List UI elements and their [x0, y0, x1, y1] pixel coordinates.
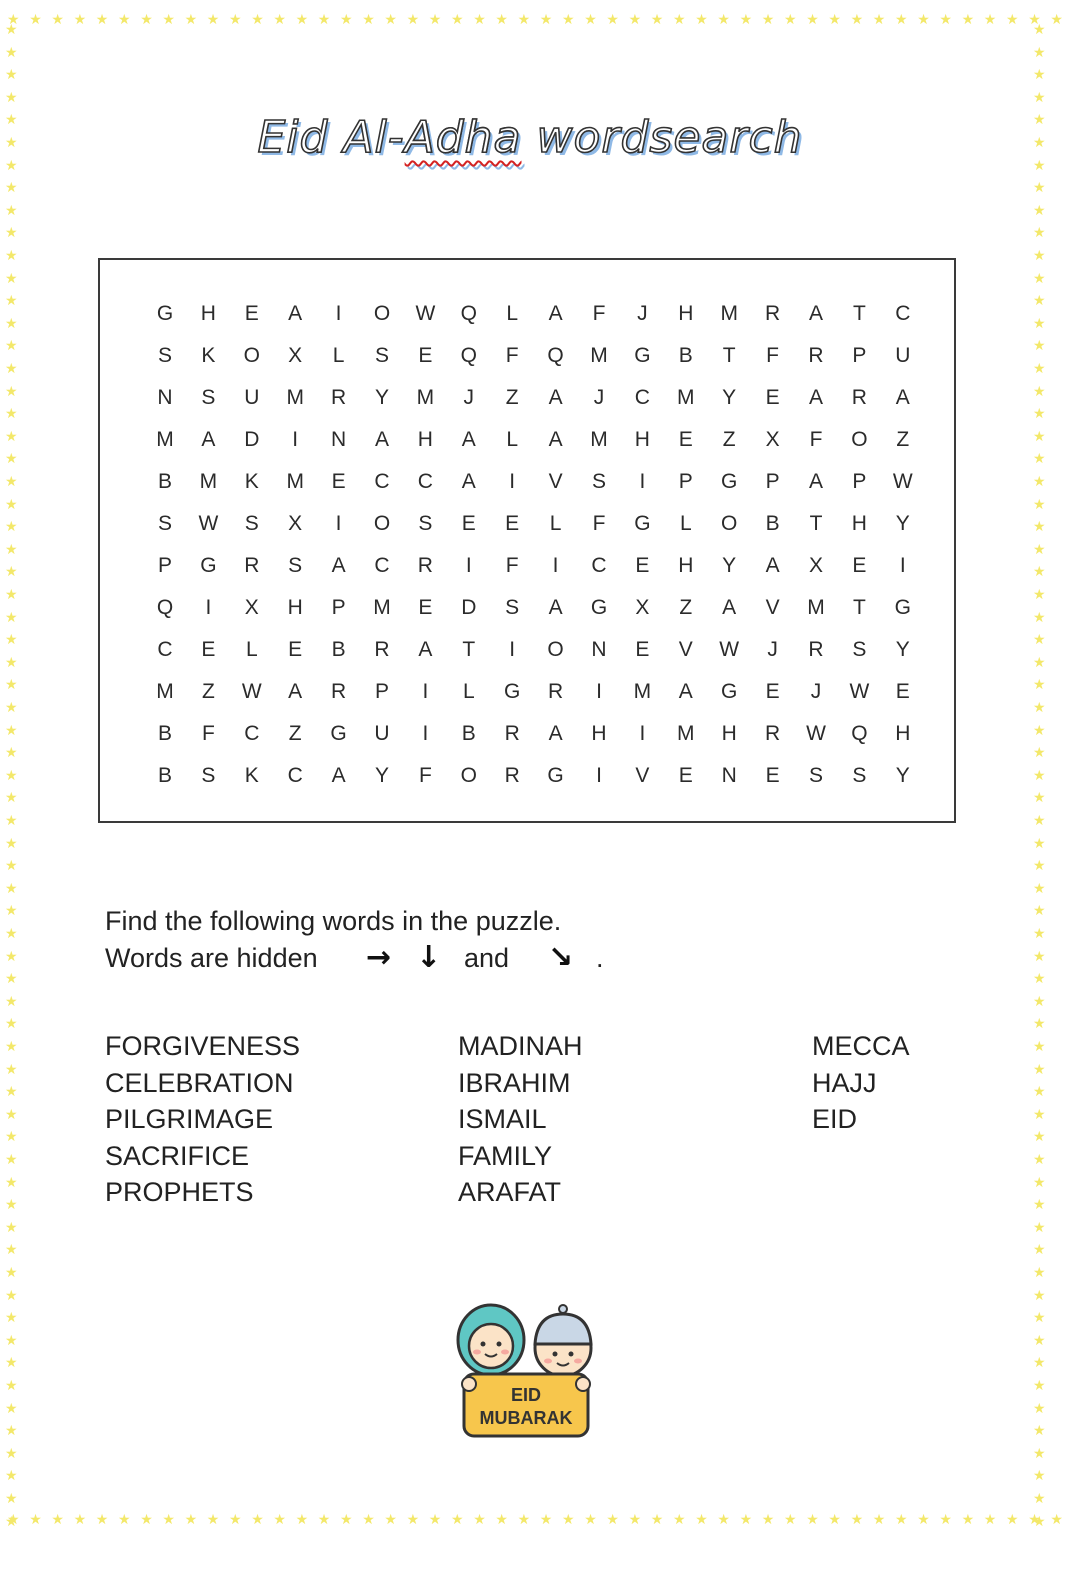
grid-letter: M: [677, 722, 695, 745]
grid-letter: O: [547, 638, 564, 661]
title-part-1: Eid Al-: [257, 112, 405, 163]
arrow-down-icon: ↓: [416, 940, 442, 975]
grid-letter: H: [417, 428, 433, 451]
grid-letter: T: [852, 302, 866, 325]
grid-letter: C: [591, 554, 607, 577]
word-item: MECCA: [812, 1031, 910, 1061]
grid-letter: R: [808, 638, 824, 661]
grid-letter: S: [852, 764, 867, 787]
grid-letter: B: [461, 722, 476, 745]
grid-letter: A: [548, 386, 563, 409]
grid-letter: D: [461, 596, 477, 619]
grid-letter: G: [504, 680, 521, 703]
grid-letter: E: [418, 344, 433, 367]
grid-letter: R: [417, 554, 433, 577]
grid-letter: E: [418, 596, 433, 619]
grid-letter: X: [288, 512, 303, 535]
grid-letter: S: [852, 638, 867, 661]
grid-letter: V: [765, 596, 780, 619]
grid-letter: F: [505, 554, 519, 577]
word-item: HAJJ: [812, 1067, 877, 1098]
grid-letter: D: [244, 428, 260, 451]
word-list-column-1: [105, 1028, 300, 1211]
grid-letter: Z: [679, 596, 693, 619]
grid-letter: E: [461, 512, 476, 535]
grid-letter: B: [157, 470, 172, 493]
arrow-down-right-icon: ↘: [548, 940, 574, 975]
grid-letter: P: [157, 554, 172, 577]
word-list-column-3: [812, 1028, 910, 1138]
grid-letter: E: [288, 638, 303, 661]
word-item: FORGIVENESS: [105, 1031, 301, 1061]
star-border-left: [4, 0, 24, 1583]
grid-letter: B: [765, 512, 780, 535]
grid-letter: J: [593, 386, 605, 409]
grid-letter: Z: [722, 428, 736, 451]
grid-letter: Q: [460, 344, 477, 367]
grid-letter: X: [765, 428, 780, 451]
grid-letter: N: [157, 386, 173, 409]
grid-letter: S: [201, 386, 216, 409]
grid-letter: H: [721, 722, 737, 745]
grid-letter: E: [678, 764, 693, 787]
grid-letter: X: [808, 554, 823, 577]
grid-letter: T: [852, 596, 866, 619]
grid-letter: K: [201, 344, 216, 367]
grid-letter: S: [157, 344, 172, 367]
grid-letter: I: [639, 722, 646, 745]
grid-letter: H: [287, 596, 303, 619]
grid-letter: E: [505, 512, 520, 535]
grid-letter: H: [678, 302, 694, 325]
grid-letter: C: [287, 764, 303, 787]
grid-letter: R: [548, 680, 564, 703]
grid-letter: R: [851, 386, 867, 409]
grid-letter: H: [591, 722, 607, 745]
grid-letter: R: [331, 386, 347, 409]
grid-letter: N: [591, 638, 607, 661]
grid-letter: W: [241, 680, 262, 703]
grid-letter: G: [156, 302, 174, 325]
grid-letter: A: [808, 386, 823, 409]
grid-letter: M: [156, 428, 174, 451]
grid-letter: G: [547, 764, 564, 787]
grid-letter: M: [677, 386, 695, 409]
word-list-column-2: [458, 1028, 583, 1211]
grid-letter: O: [460, 764, 477, 787]
grid-letter: Z: [201, 680, 215, 703]
grid-letter: A: [808, 470, 823, 493]
grid-letter: M: [720, 302, 738, 325]
grid-letter: I: [292, 428, 299, 451]
grid-letter: K: [244, 764, 259, 787]
title-part-2: Adha: [404, 112, 522, 163]
grid-letter: A: [678, 680, 693, 703]
grid-letter: H: [851, 512, 867, 535]
instruction-line-1: Find the following words in the puzzle.: [105, 906, 562, 936]
grid-letter: Z: [288, 722, 302, 745]
grid-letter: B: [157, 764, 172, 787]
grid-letter: I: [335, 512, 342, 535]
grid-letter: S: [288, 554, 303, 577]
grid-letter: Q: [156, 596, 174, 619]
eid-mubarak-illustration: [455, 1300, 605, 1445]
grid-letter: T: [722, 344, 736, 367]
grid-letter: M: [807, 596, 825, 619]
grid-letter: Y: [722, 554, 737, 577]
grid-letter: E: [765, 764, 780, 787]
grid-letter: G: [721, 680, 738, 703]
grid-letter: G: [200, 554, 217, 577]
grid-letter: S: [808, 764, 823, 787]
grid-letter: F: [505, 344, 519, 367]
grid-letter: A: [418, 638, 433, 661]
grid-letter: G: [590, 596, 608, 619]
grid-letter: C: [244, 722, 260, 745]
grid-letter: R: [244, 554, 260, 577]
grid-letter: A: [331, 554, 346, 577]
grid-letter: A: [461, 470, 476, 493]
grid-letter: F: [418, 764, 432, 787]
grid-letter: L: [506, 428, 519, 451]
grid-letter: R: [331, 680, 347, 703]
grid-letter: W: [849, 680, 870, 703]
grid-letter: A: [808, 302, 823, 325]
grid-letter: V: [548, 470, 563, 493]
grid-letter: O: [851, 428, 868, 451]
grid-letter: A: [461, 428, 476, 451]
grid-letter: L: [462, 680, 475, 703]
grid-letter: X: [288, 344, 303, 367]
grid-letter: C: [634, 386, 650, 409]
grid-letter: F: [809, 428, 823, 451]
grid-letter: W: [198, 512, 219, 535]
grid-letter: A: [548, 428, 563, 451]
grid-letter: O: [243, 344, 260, 367]
grid-letter: Q: [460, 302, 477, 325]
wordsearch-grid: [98, 258, 956, 823]
grid-letter: E: [765, 680, 780, 703]
grid-letter: B: [678, 344, 693, 367]
grid-letter: E: [331, 470, 346, 493]
grid-letter: P: [374, 680, 389, 703]
grid-letter: M: [373, 596, 391, 619]
grid-letter: I: [422, 680, 429, 703]
grid-letter: S: [418, 512, 433, 535]
grid-letter: O: [373, 302, 391, 325]
grid-letter: R: [765, 302, 781, 325]
grid-letter: I: [205, 596, 212, 619]
grid-letter: V: [678, 638, 693, 661]
grid-letter: H: [634, 428, 650, 451]
grid-letter: W: [892, 470, 913, 493]
word-item: IBRAHIM: [458, 1067, 571, 1098]
grid-letter: Y: [374, 764, 389, 787]
grid-letter: I: [509, 638, 516, 661]
grid-letter: U: [244, 386, 260, 409]
grid-letter: A: [548, 302, 563, 325]
grid-letter: C: [895, 302, 911, 325]
grid-letter: P: [678, 470, 693, 493]
grid-letter: M: [286, 386, 304, 409]
word-item: ISMAIL: [458, 1104, 547, 1134]
grid-letter: A: [374, 428, 389, 451]
grid-letter: M: [199, 470, 218, 493]
star-border-top: [0, 14, 1080, 34]
grid-letter: M: [590, 344, 608, 367]
grid-letter: E: [635, 554, 650, 577]
grid-letter: I: [422, 722, 429, 745]
grid-letter: M: [633, 680, 652, 703]
instruction-and: and: [464, 943, 510, 973]
instruction-period: .: [596, 943, 604, 973]
grid-letter: A: [765, 554, 780, 577]
word-item: EID: [812, 1104, 858, 1134]
grid-letter: J: [637, 302, 648, 325]
grid-letter: N: [721, 764, 737, 787]
grid-letter: J: [463, 386, 475, 409]
grid-letter: G: [330, 722, 347, 745]
grid-letter: A: [331, 764, 346, 787]
grid-letter: E: [244, 302, 259, 325]
grid-letter: B: [331, 638, 346, 661]
grid-letter: C: [374, 470, 390, 493]
grid-letter: P: [765, 470, 780, 493]
grid-letter: U: [895, 344, 911, 367]
grid-letter: M: [286, 470, 304, 493]
grid-letter: O: [373, 512, 391, 535]
grid-letter: G: [634, 512, 651, 535]
grid-letter: A: [201, 428, 216, 451]
title-part-3: wordsearch: [521, 112, 803, 163]
grid-letter: S: [201, 764, 216, 787]
grid-letter: O: [721, 512, 738, 535]
grid-letter: I: [465, 554, 472, 577]
grid-letter: I: [639, 470, 646, 493]
star-border-bottom: [0, 1514, 1080, 1534]
grid-letter: L: [245, 638, 258, 661]
badge-line-1: EID: [510, 1385, 542, 1405]
grid-letter: X: [635, 596, 650, 619]
grid-letter: E: [895, 680, 910, 703]
word-item: ARAFAT: [458, 1177, 562, 1207]
grid-letter: Y: [722, 386, 737, 409]
grid-letter: S: [374, 344, 389, 367]
grid-letter: R: [765, 722, 781, 745]
grid-letter: A: [895, 386, 910, 409]
word-item: MADINAH: [458, 1031, 583, 1061]
grid-letter: R: [504, 764, 520, 787]
grid-letter: I: [596, 680, 602, 703]
grid-letter: F: [592, 302, 606, 325]
grid-letter: P: [852, 470, 867, 493]
grid-letter: K: [244, 470, 259, 493]
grid-letter: R: [808, 344, 824, 367]
grid-letter: I: [335, 302, 342, 325]
grid-letter: L: [549, 512, 562, 535]
word-item: PILGRIMAGE: [105, 1104, 274, 1134]
grid-letter: Y: [895, 764, 910, 787]
grid-letter: A: [288, 302, 303, 325]
grid-letter: Y: [895, 512, 910, 535]
grid-letter: V: [635, 764, 650, 787]
grid-letter: I: [596, 764, 602, 787]
grid-letter: H: [200, 302, 216, 325]
grid-letter: W: [719, 638, 740, 661]
grid-letter: C: [374, 554, 390, 577]
grid-letter: J: [810, 680, 822, 703]
grid-letter: E: [765, 386, 780, 409]
grid-letter: F: [201, 722, 215, 745]
grid-letter: S: [505, 596, 520, 619]
grid-letter: J: [767, 638, 778, 661]
arrow-right-icon: →: [366, 940, 392, 975]
word-item: CELEBRATION: [105, 1067, 294, 1098]
grid-letter: P: [852, 344, 867, 367]
grid-letter: Z: [505, 386, 519, 409]
badge-line-2: MUBARAK: [479, 1408, 573, 1428]
grid-letter: P: [331, 596, 346, 619]
grid-letter: R: [504, 722, 520, 745]
grid-letter: S: [591, 470, 606, 493]
grid-letter: G: [894, 596, 911, 619]
grid-letter: Y: [895, 638, 910, 661]
grid-letter: C: [417, 470, 433, 493]
grid-letter: E: [635, 638, 650, 661]
word-item: SACRIFICE: [105, 1140, 250, 1171]
grid-letter: A: [548, 722, 563, 745]
grid-letter: F: [766, 344, 779, 367]
grid-letter: F: [592, 512, 606, 535]
instruction-line-2-prefix: Words are hidden: [105, 943, 318, 973]
grid-letter: A: [288, 680, 303, 703]
grid-letter: I: [552, 554, 559, 577]
grid-letter: M: [156, 680, 174, 703]
grid-letter: G: [721, 470, 738, 493]
star-border-right: [1032, 0, 1052, 1583]
grid-letter: T: [809, 512, 823, 535]
grid-letter: L: [506, 302, 519, 325]
grid-letter: M: [416, 386, 435, 409]
grid-letter: U: [374, 722, 390, 745]
grid-letter: W: [415, 302, 436, 325]
grid-letter: X: [244, 596, 259, 619]
grid-letter: Q: [547, 344, 564, 367]
grid-letter: W: [806, 722, 826, 745]
grid-letter: C: [157, 638, 173, 661]
kids-badge-icon: [455, 1300, 605, 1445]
page-title: [0, 112, 1060, 163]
grid-letter: A: [548, 596, 563, 619]
word-item: FAMILY: [458, 1140, 553, 1171]
grid-letter: B: [157, 722, 172, 745]
grid-letter: E: [201, 638, 216, 661]
grid-letter: Y: [374, 386, 389, 409]
word-item: PROPHETS: [105, 1177, 254, 1207]
grid-letter: A: [722, 596, 737, 619]
grid-letter: T: [462, 638, 476, 661]
grid-letter: I: [899, 554, 906, 577]
grid-letter: G: [634, 344, 651, 367]
grid-letter: S: [157, 512, 172, 535]
grid-letter: L: [679, 512, 692, 535]
grid-letter: M: [590, 428, 608, 451]
grid-letter: L: [332, 344, 345, 367]
grid-letter: S: [244, 512, 259, 535]
grid-letter: N: [331, 428, 347, 451]
grid-letter: H: [895, 722, 911, 745]
grid-letter: Z: [896, 428, 910, 451]
grid-letter: E: [678, 428, 693, 451]
grid-letter: E: [852, 554, 867, 577]
grid-letter: Q: [851, 722, 868, 745]
grid-letter: H: [678, 554, 694, 577]
grid-letter: I: [509, 470, 516, 493]
grid-letter: R: [374, 638, 390, 661]
